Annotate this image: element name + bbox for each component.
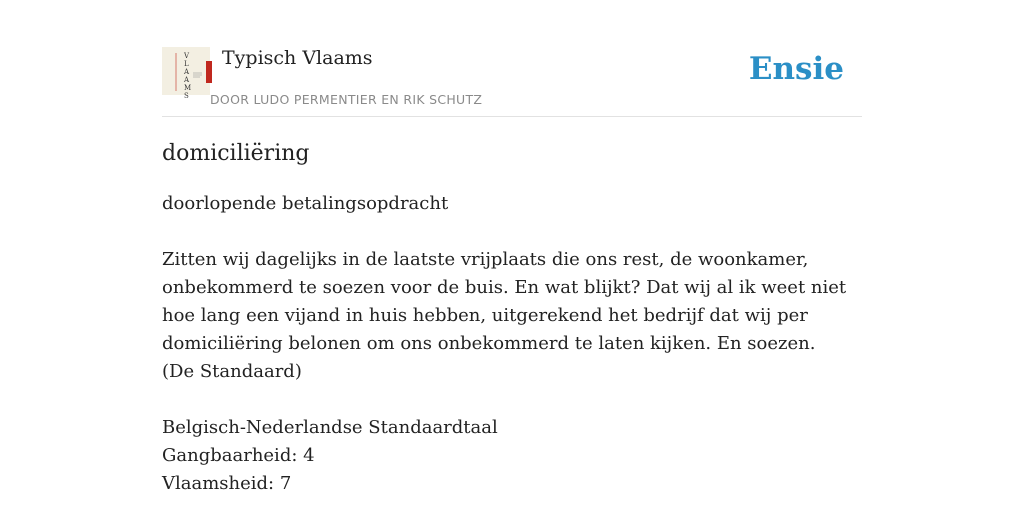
logo-letter: A [184, 76, 190, 84]
entry-vlaamsheid: Vlaamsheid: 7 [162, 473, 292, 494]
entry-example [162, 246, 862, 386]
logo-letter: M [184, 84, 192, 92]
entry-gangbaarheid: Gangbaarheid: 4 [162, 445, 315, 466]
book-title-link[interactable]: Typisch Vlaams [222, 47, 373, 69]
entry-metadata [162, 414, 862, 498]
logo-letter: S [184, 92, 189, 100]
entry-content [162, 138, 862, 498]
book-cover-icon[interactable] [162, 47, 210, 100]
entry-definition: doorlopende betalingsopdracht [162, 193, 449, 214]
book-cover-graphic [162, 47, 210, 100]
book-authors: DOOR LUDO PERMENTIER EN RIK SCHUTZ [210, 92, 483, 107]
brand-logo-link[interactable]: Ensie [748, 51, 844, 87]
logo-letter: V [184, 52, 190, 60]
entry-register: Belgisch-Nederlandse Standaardtaal [162, 417, 498, 438]
logo-letter: A [184, 68, 190, 76]
entry-term: domiciliëring [162, 141, 310, 166]
page-header [162, 40, 862, 117]
example-quote: Zitten wij dagelijks in de laatste vrijplaats die ons rest, de woonkamer, onbekommerd te soezen voor de buis. En wat blijkt? Dat wij al ik weet niet hoe lang een vijand in huis hebben, uitgerekend het bedrijf dat wij per domiciliëring belonen om ons onbekommerd te laten kijken. En soezen. [162, 249, 847, 354]
logo-letter: L [184, 60, 189, 68]
example-source: (De Standaard) [162, 361, 302, 382]
